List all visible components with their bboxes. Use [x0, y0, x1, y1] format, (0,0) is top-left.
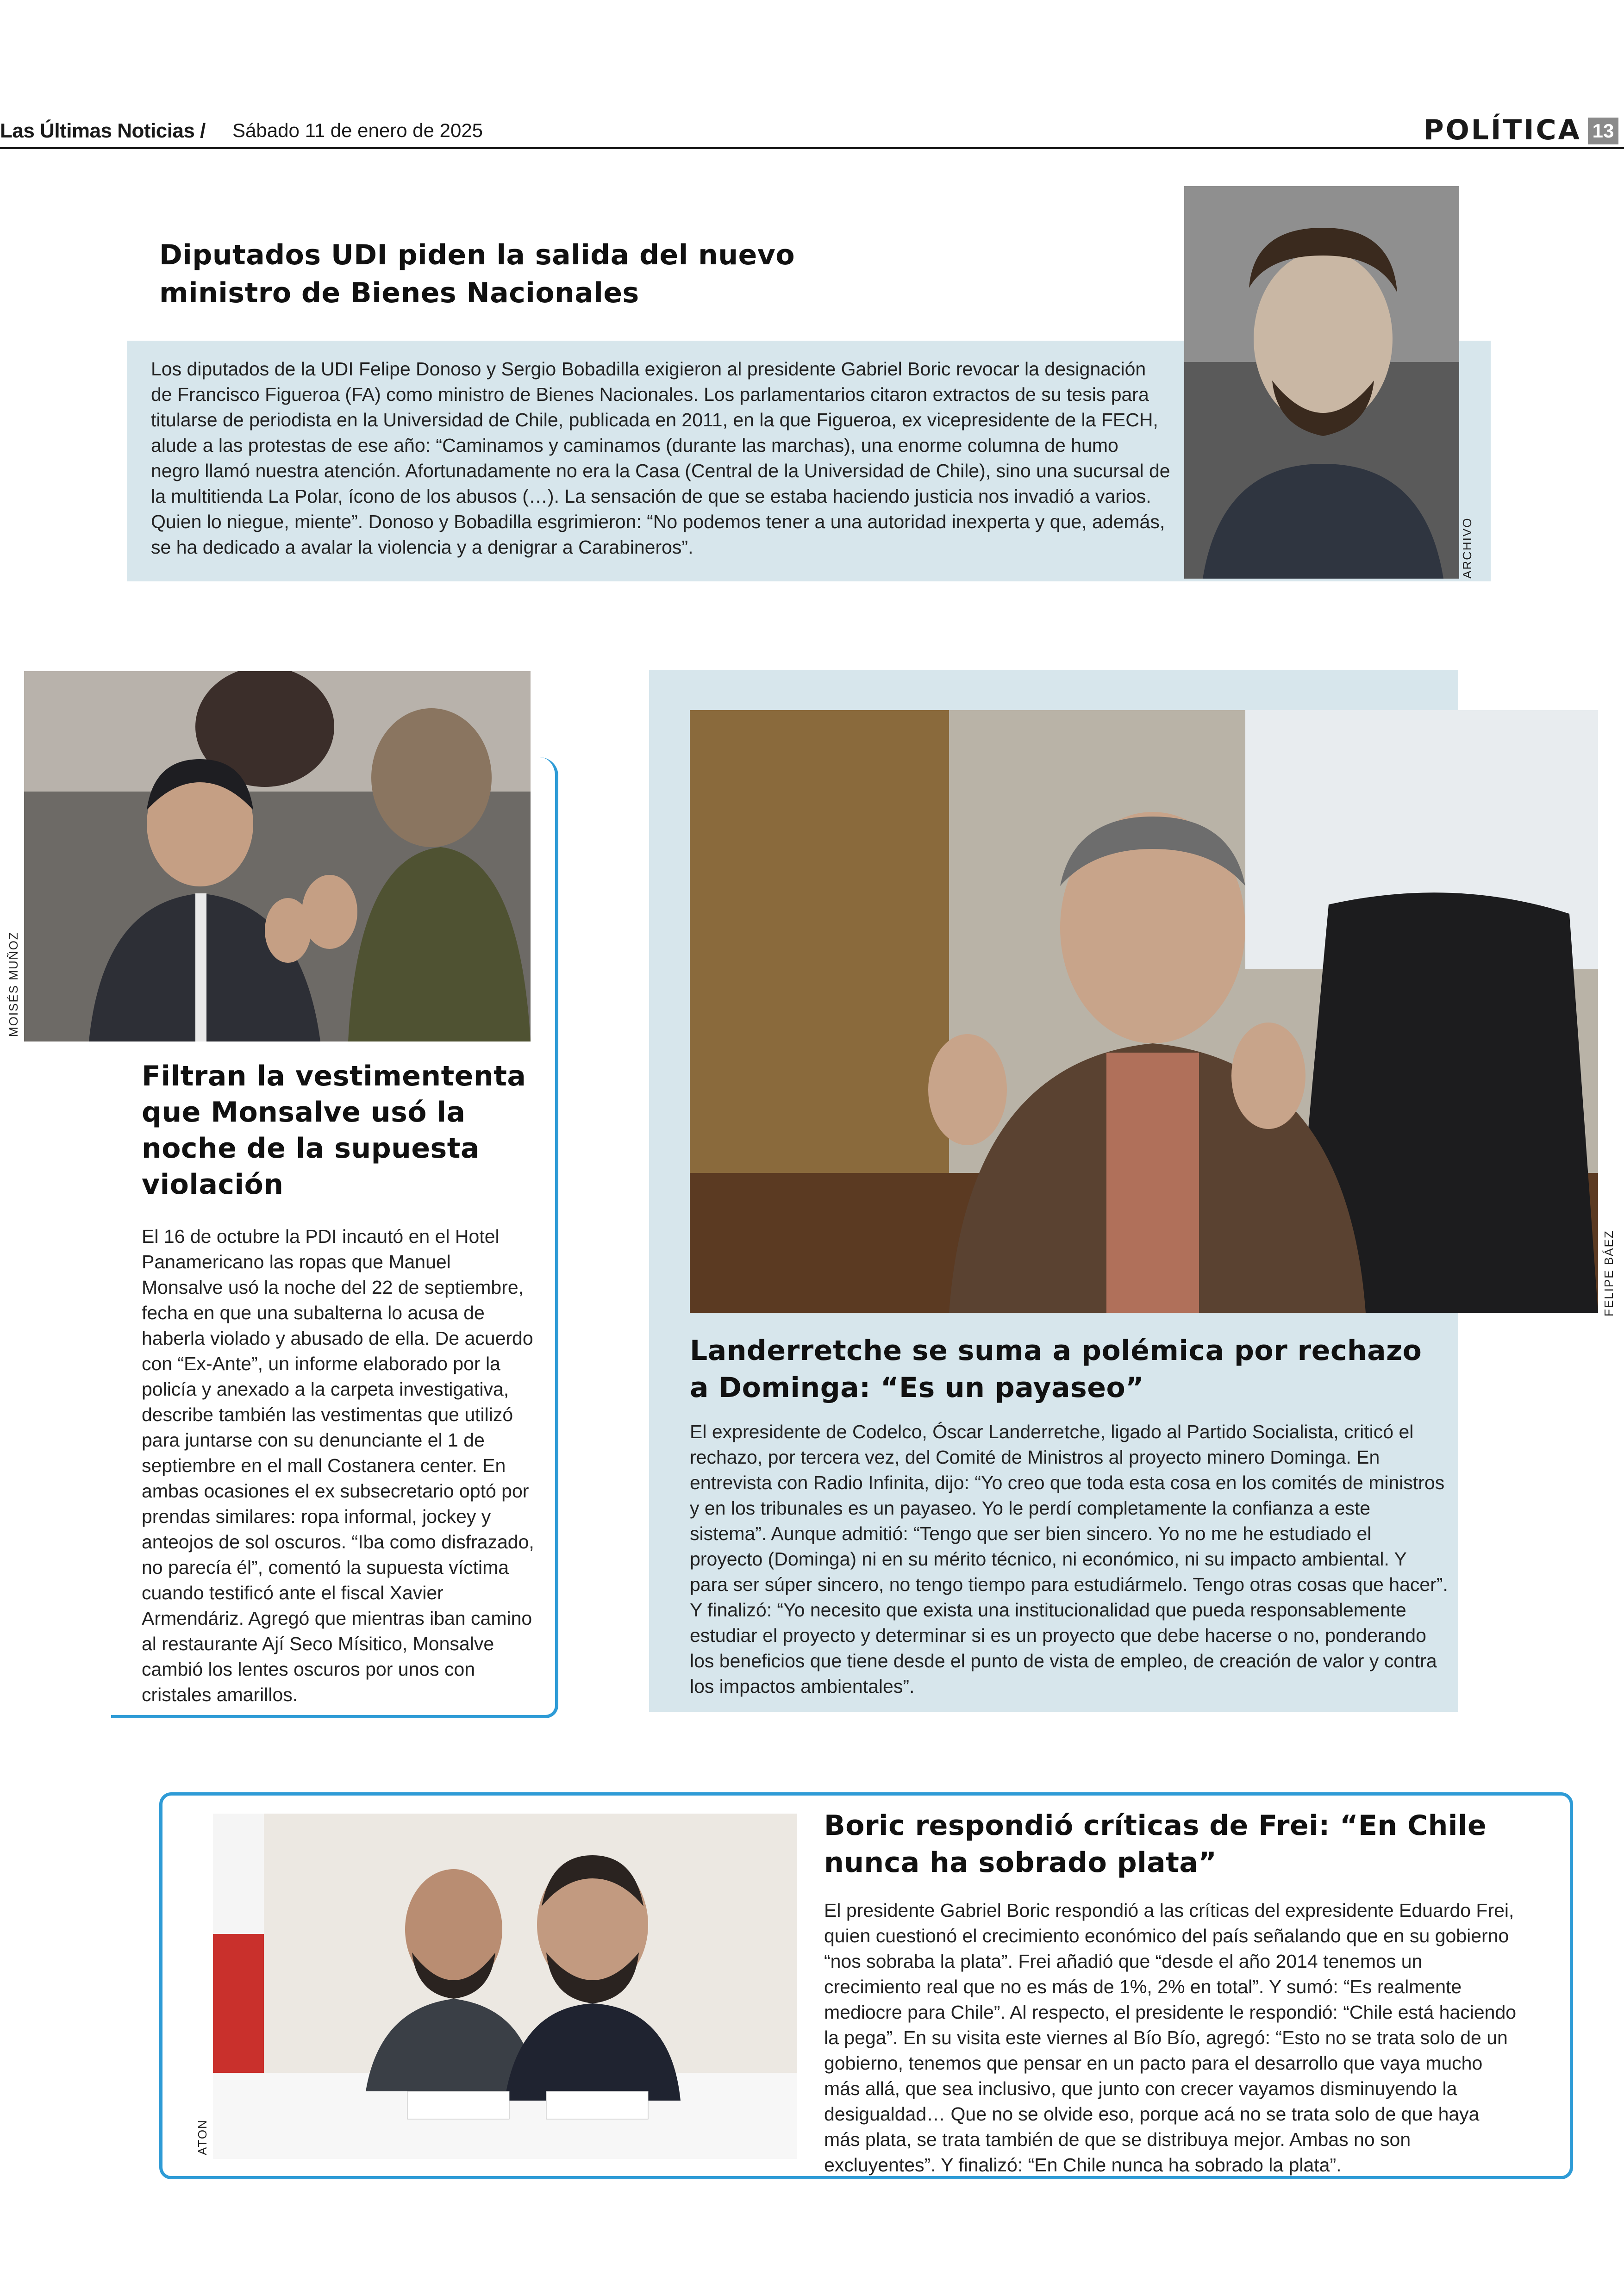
- story-2-headline: Filtran la vestimententa que Monsalve usó la noche de la supuesta violación: [142, 1060, 526, 1201]
- story-4-body: El presidente Gabriel Boric respondió a las críticas del expresidente Eduardo Frei, quien cuestionó el crecimiento económico del país señalando que en su gobierno “nos sobraba la plata”. Frei añadió que “desde el año 2014 tenemos un crecimiento real que no es más de 1%, 2% en total”. Y sumó: “Es realmente mediocre para Chile”. Al respecto, el presidente le respondió: “Chile está haciendo la pega”. En su visita este viernes al Bío Bío, agregó: “Esto no se trata solo de un gobierno, tenemos que pensar en un pacto para el desarrollo que vaya mucho más allá, que sea inclusivo, que junto con crecer vayamos disminuyendo la desigualdad… Que no se olvide eso, porque acá no se trata solo de que haya más plata, se trata también de que se distribuya mejor. Ambas no son excluyentes”. Y finalizó: “En Chile nunca ha sobrado la plata”.: [824, 1900, 1517, 2176]
- story-3-headline: Landerretche se suma a polémica por rechazo a Dominga: “Es un payaseo”: [690, 1335, 1422, 1404]
- page-number: 13: [1588, 118, 1618, 144]
- publication-name: Las Últimas Noticias /: [0, 119, 206, 142]
- story-3-photo: [690, 710, 1598, 1313]
- story-2-body: El 16 de octubre la PDI incautó en el Hotel Panamericano las ropas que Manuel Monsalve usó la noche del 22 de septiembre, fecha en que una subalterna lo acusa de haberla violado y abusado de ella. De acuerdo con “Ex-Ante”, un informe elaborado por la policía y anexado a la carpeta investigativa, describe también las vestimentas que utilizó para juntarse con su denunciante el 1 de septiembre en el mall Costanera center. En ambas ocasiones el ex subsecretario optó por prendas similares: ropa informal, jockey y anteojos de sol oscuros. “Iba como disfrazado, no parecía él”, comentó la supuesta víctima cuando testificó ante el fiscal Xavier Armendáriz. Agregó que mientras iban camino al restaurante Ají Seco Mísitico, Monsalve cambió los lentes oscuros por unos con cristales amarillos.: [142, 1226, 534, 1705]
- story-2-photo: [24, 671, 531, 1041]
- story-2-photo-credit: MOISÉS MUÑOZ: [6, 931, 20, 1037]
- story-3-body: El expresidente de Codelco, Óscar Landerretche, ligado al Partido Socialista, criticó el rechazo, por tercera vez, del Comité de Ministros al proyecto minero Dominga. En entrevista con Radio Infinita, dijo: “Yo creo que toda esta cosa en los comités de ministros y en los tribunales es un payaseo. Yo le perdí completamente la confianza a este sistema”. Aunque admitió: “Tengo que ser bien sincero. Yo no me he estudiado el proyecto (Dominga) ni en su mérito técnico, ni económico, ni su impacto ambiental. Y para ser súper sincero, no tengo tiempo para estudiármelo. Tengo otras cosas que hacer”. Y finalizó: “Yo necesito que exista una institucionalidad que pueda responsablemente estudiar el proyecto y determinar si es un proyecto que debe hacerse o no, ponderando los beneficios que tiene desde el punto de vista de empleo, de creación de valor y contra los impactos ambientales”.: [690, 1421, 1448, 1697]
- section-title: POLÍTICA: [1423, 114, 1581, 146]
- story-1-portrait-photo: [1184, 186, 1459, 579]
- story-1-headline: Diputados UDI piden la salida del nuevo ministro de Bienes Nacionales: [159, 239, 795, 309]
- story-4-photo: [213, 1814, 797, 2159]
- story-4-photo-credit: ATON: [195, 2119, 209, 2155]
- story-1-photo-credit: ARCHIVO: [1460, 517, 1474, 579]
- story-3-photo-credit: FELIPE BÁEZ: [1602, 1230, 1616, 1316]
- story-1-body: Los diputados de la UDI Felipe Donoso y Sergio Bobadilla exigieron al presidente Gabriel Boric revocar la designación de Francisco Figueroa (FA) como ministro de Bienes Nacionales. Los parlamentarios citaron extractos de su tesis para titularse de periodista en la Universidad de Chile, publicada en 2011, en la que Figueroa, ex vicepresidente de la FECH, alude a las protestas de ese año: “Caminamos y caminamos (durante las marchas), una enorme columna de humo negro llamó nuestra atención. Afortunadamente no era la Casa (Central de la Universidad de Chile), sino una sucursal de la multitienda La Polar, ícono de los abusos (…). La sensación de que se estaba haciendo justicia nos invadió a varios. Quien lo niegue, miente”. Donoso y Bobadilla esgrimieron: “No podemos tener a una autoridad inexperta y que, además, se ha dedicado a avalar la violencia y a denigrar a Carabineros”.: [151, 358, 1170, 558]
- header-rule: [0, 147, 1624, 149]
- issue-date: Sábado 11 de enero de 2025: [232, 119, 483, 141]
- story-4-headline: Boric respondió críticas de Frei: “En Chile nunca ha sobrado plata”: [824, 1809, 1487, 1879]
